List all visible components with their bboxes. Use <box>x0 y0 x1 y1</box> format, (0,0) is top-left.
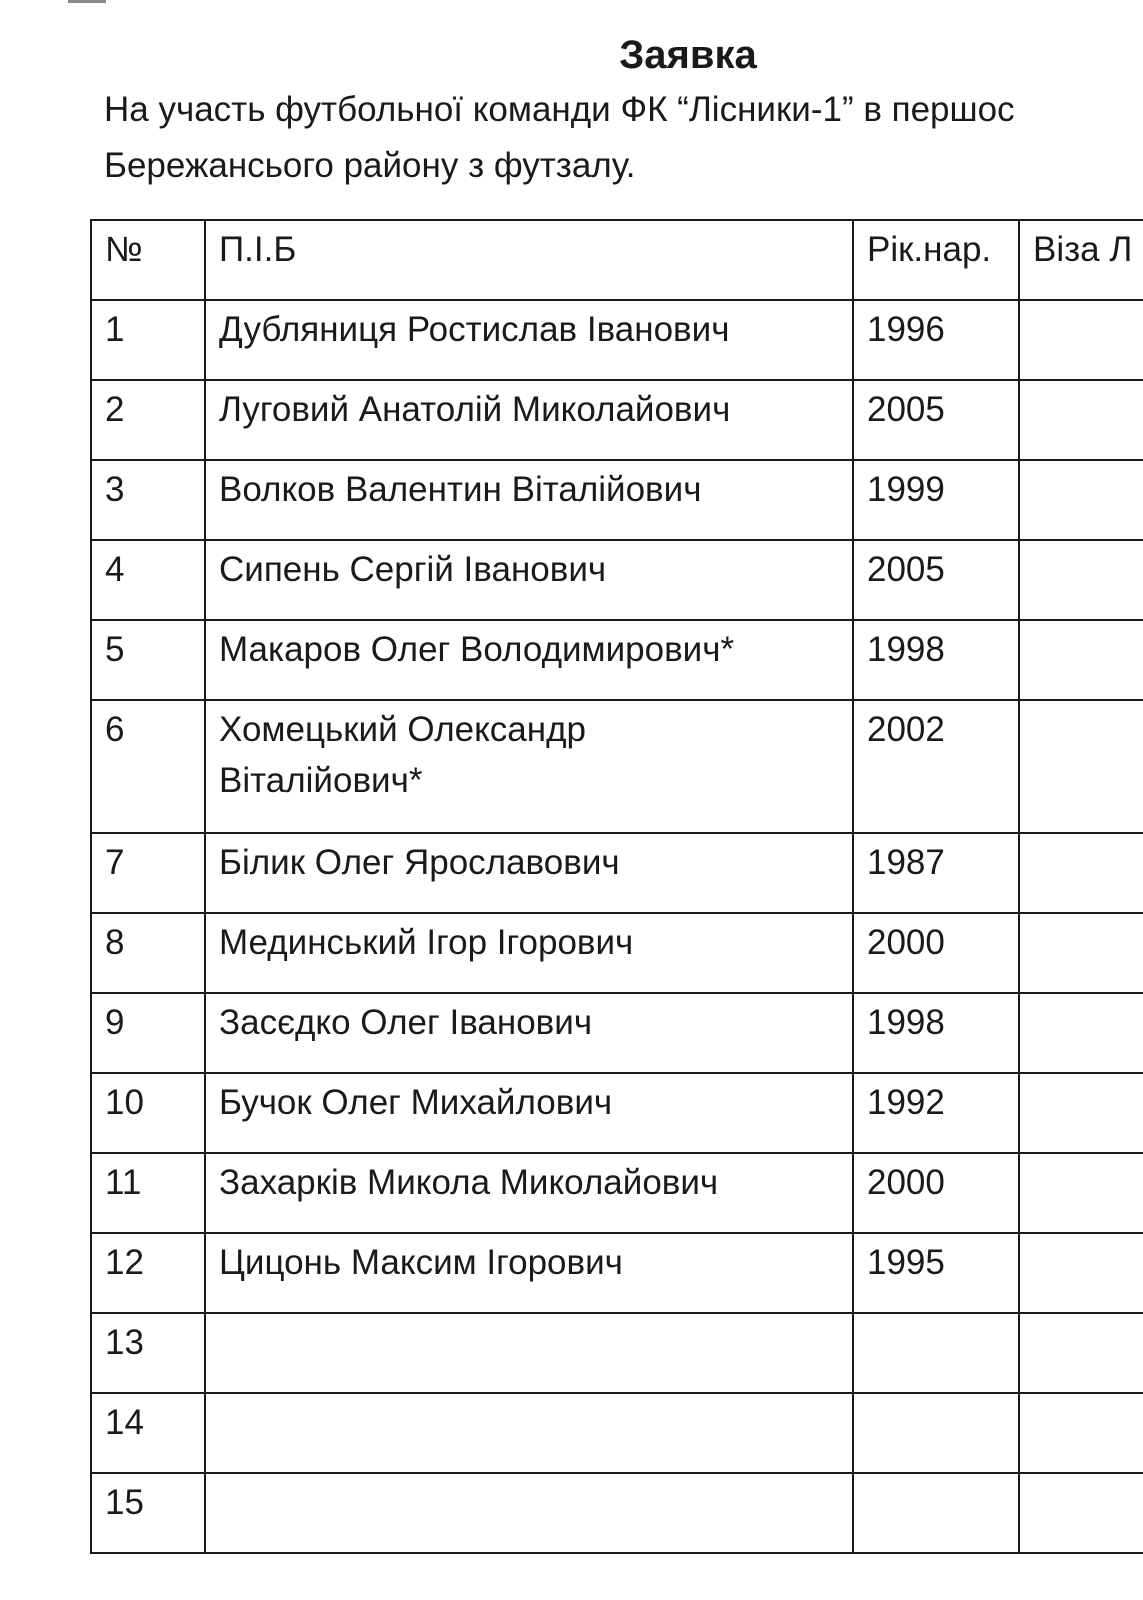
player-name: Сипень Сергій Іванович <box>205 540 853 620</box>
row-number: 13 <box>91 1313 205 1393</box>
row-number: 14 <box>91 1393 205 1473</box>
visa-cell <box>1019 1073 1143 1153</box>
player-name <box>205 1473 853 1553</box>
birth-year: 2005 <box>853 380 1019 460</box>
header-birth-year: Рік.нар. <box>853 220 1019 300</box>
table-row <box>91 1313 1143 1393</box>
table-row <box>91 540 1143 620</box>
player-name: Захарків Микола Миколайович <box>205 1153 853 1233</box>
visa-cell <box>1019 913 1143 993</box>
intro-line-2: Бережансього району з футзалу. <box>104 146 636 185</box>
table-row <box>91 1073 1143 1153</box>
visa-cell <box>1019 1153 1143 1233</box>
row-number: 11 <box>91 1153 205 1233</box>
row-number: 9 <box>91 993 205 1073</box>
birth-year: 1992 <box>853 1073 1019 1153</box>
player-name: Мединський Ігор Ігорович <box>205 913 853 993</box>
visa-cell <box>1019 1233 1143 1313</box>
player-name: Волков Валентин Віталійович <box>205 460 853 540</box>
row-number: 4 <box>91 540 205 620</box>
corner-mark <box>68 0 106 3</box>
row-number: 12 <box>91 1233 205 1313</box>
player-name-line-1: Хомецький Олександр <box>219 710 586 749</box>
row-number: 6 <box>91 700 205 833</box>
table-row <box>91 700 1143 833</box>
intro-line-1: На участь футбольної команди ФК “Лісники-1” в першос <box>104 90 1015 129</box>
birth-year <box>853 1313 1019 1393</box>
visa-cell <box>1019 700 1143 833</box>
table-row <box>91 1233 1143 1313</box>
row-number: 8 <box>91 913 205 993</box>
visa-cell <box>1019 620 1143 700</box>
player-name: Цицонь Максим Ігорович <box>205 1233 853 1313</box>
row-number: 3 <box>91 460 205 540</box>
row-number: 10 <box>91 1073 205 1153</box>
player-name <box>205 1393 853 1473</box>
player-name-line-2: Віталійович* <box>219 761 423 800</box>
birth-year: 1998 <box>853 993 1019 1073</box>
birth-year <box>853 1473 1019 1553</box>
birth-year <box>853 1393 1019 1473</box>
intro-paragraph <box>104 82 1015 194</box>
roster-table <box>90 219 1143 1554</box>
table-row <box>91 380 1143 460</box>
visa-cell <box>1019 1473 1143 1553</box>
row-number: 7 <box>91 833 205 913</box>
birth-year: 2000 <box>853 913 1019 993</box>
visa-cell <box>1019 380 1143 460</box>
visa-cell <box>1019 300 1143 380</box>
document-title: Заявка <box>619 32 757 77</box>
table-row <box>91 993 1143 1073</box>
header-visa: Віза Л <box>1019 220 1143 300</box>
table-row <box>91 1153 1143 1233</box>
row-number: 2 <box>91 380 205 460</box>
table-row <box>91 300 1143 380</box>
table-row <box>91 913 1143 993</box>
table-row <box>91 1473 1143 1553</box>
player-name: Засєдко Олег Іванович <box>205 993 853 1073</box>
roster-table-container <box>90 219 1143 1554</box>
birth-year: 1987 <box>853 833 1019 913</box>
visa-cell <box>1019 993 1143 1073</box>
table-row <box>91 1393 1143 1473</box>
table-row <box>91 460 1143 540</box>
visa-cell <box>1019 540 1143 620</box>
row-number: 5 <box>91 620 205 700</box>
birth-year: 1998 <box>853 620 1019 700</box>
visa-cell <box>1019 460 1143 540</box>
player-name: Дубляниця Ростислав Іванович <box>205 300 853 380</box>
player-name: Бучок Олег Михайлович <box>205 1073 853 1153</box>
player-name: Білик Олег Ярославович <box>205 833 853 913</box>
header-number: № <box>91 220 205 300</box>
birth-year: 1996 <box>853 300 1019 380</box>
birth-year: 2005 <box>853 540 1019 620</box>
table-row <box>91 833 1143 913</box>
table-row <box>91 620 1143 700</box>
visa-cell <box>1019 1313 1143 1393</box>
visa-cell <box>1019 833 1143 913</box>
birth-year: 2002 <box>853 700 1019 833</box>
player-name <box>205 700 853 833</box>
player-name <box>205 1313 853 1393</box>
row-number: 1 <box>91 300 205 380</box>
visa-cell <box>1019 1393 1143 1473</box>
table-header-row <box>91 220 1143 300</box>
birth-year: 1995 <box>853 1233 1019 1313</box>
player-name: Луговий Анатолій Миколайович <box>205 380 853 460</box>
birth-year: 1999 <box>853 460 1019 540</box>
birth-year: 2000 <box>853 1153 1019 1233</box>
row-number: 15 <box>91 1473 205 1553</box>
header-name: П.І.Б <box>205 220 853 300</box>
player-name: Макаров Олег Володимирович* <box>205 620 853 700</box>
